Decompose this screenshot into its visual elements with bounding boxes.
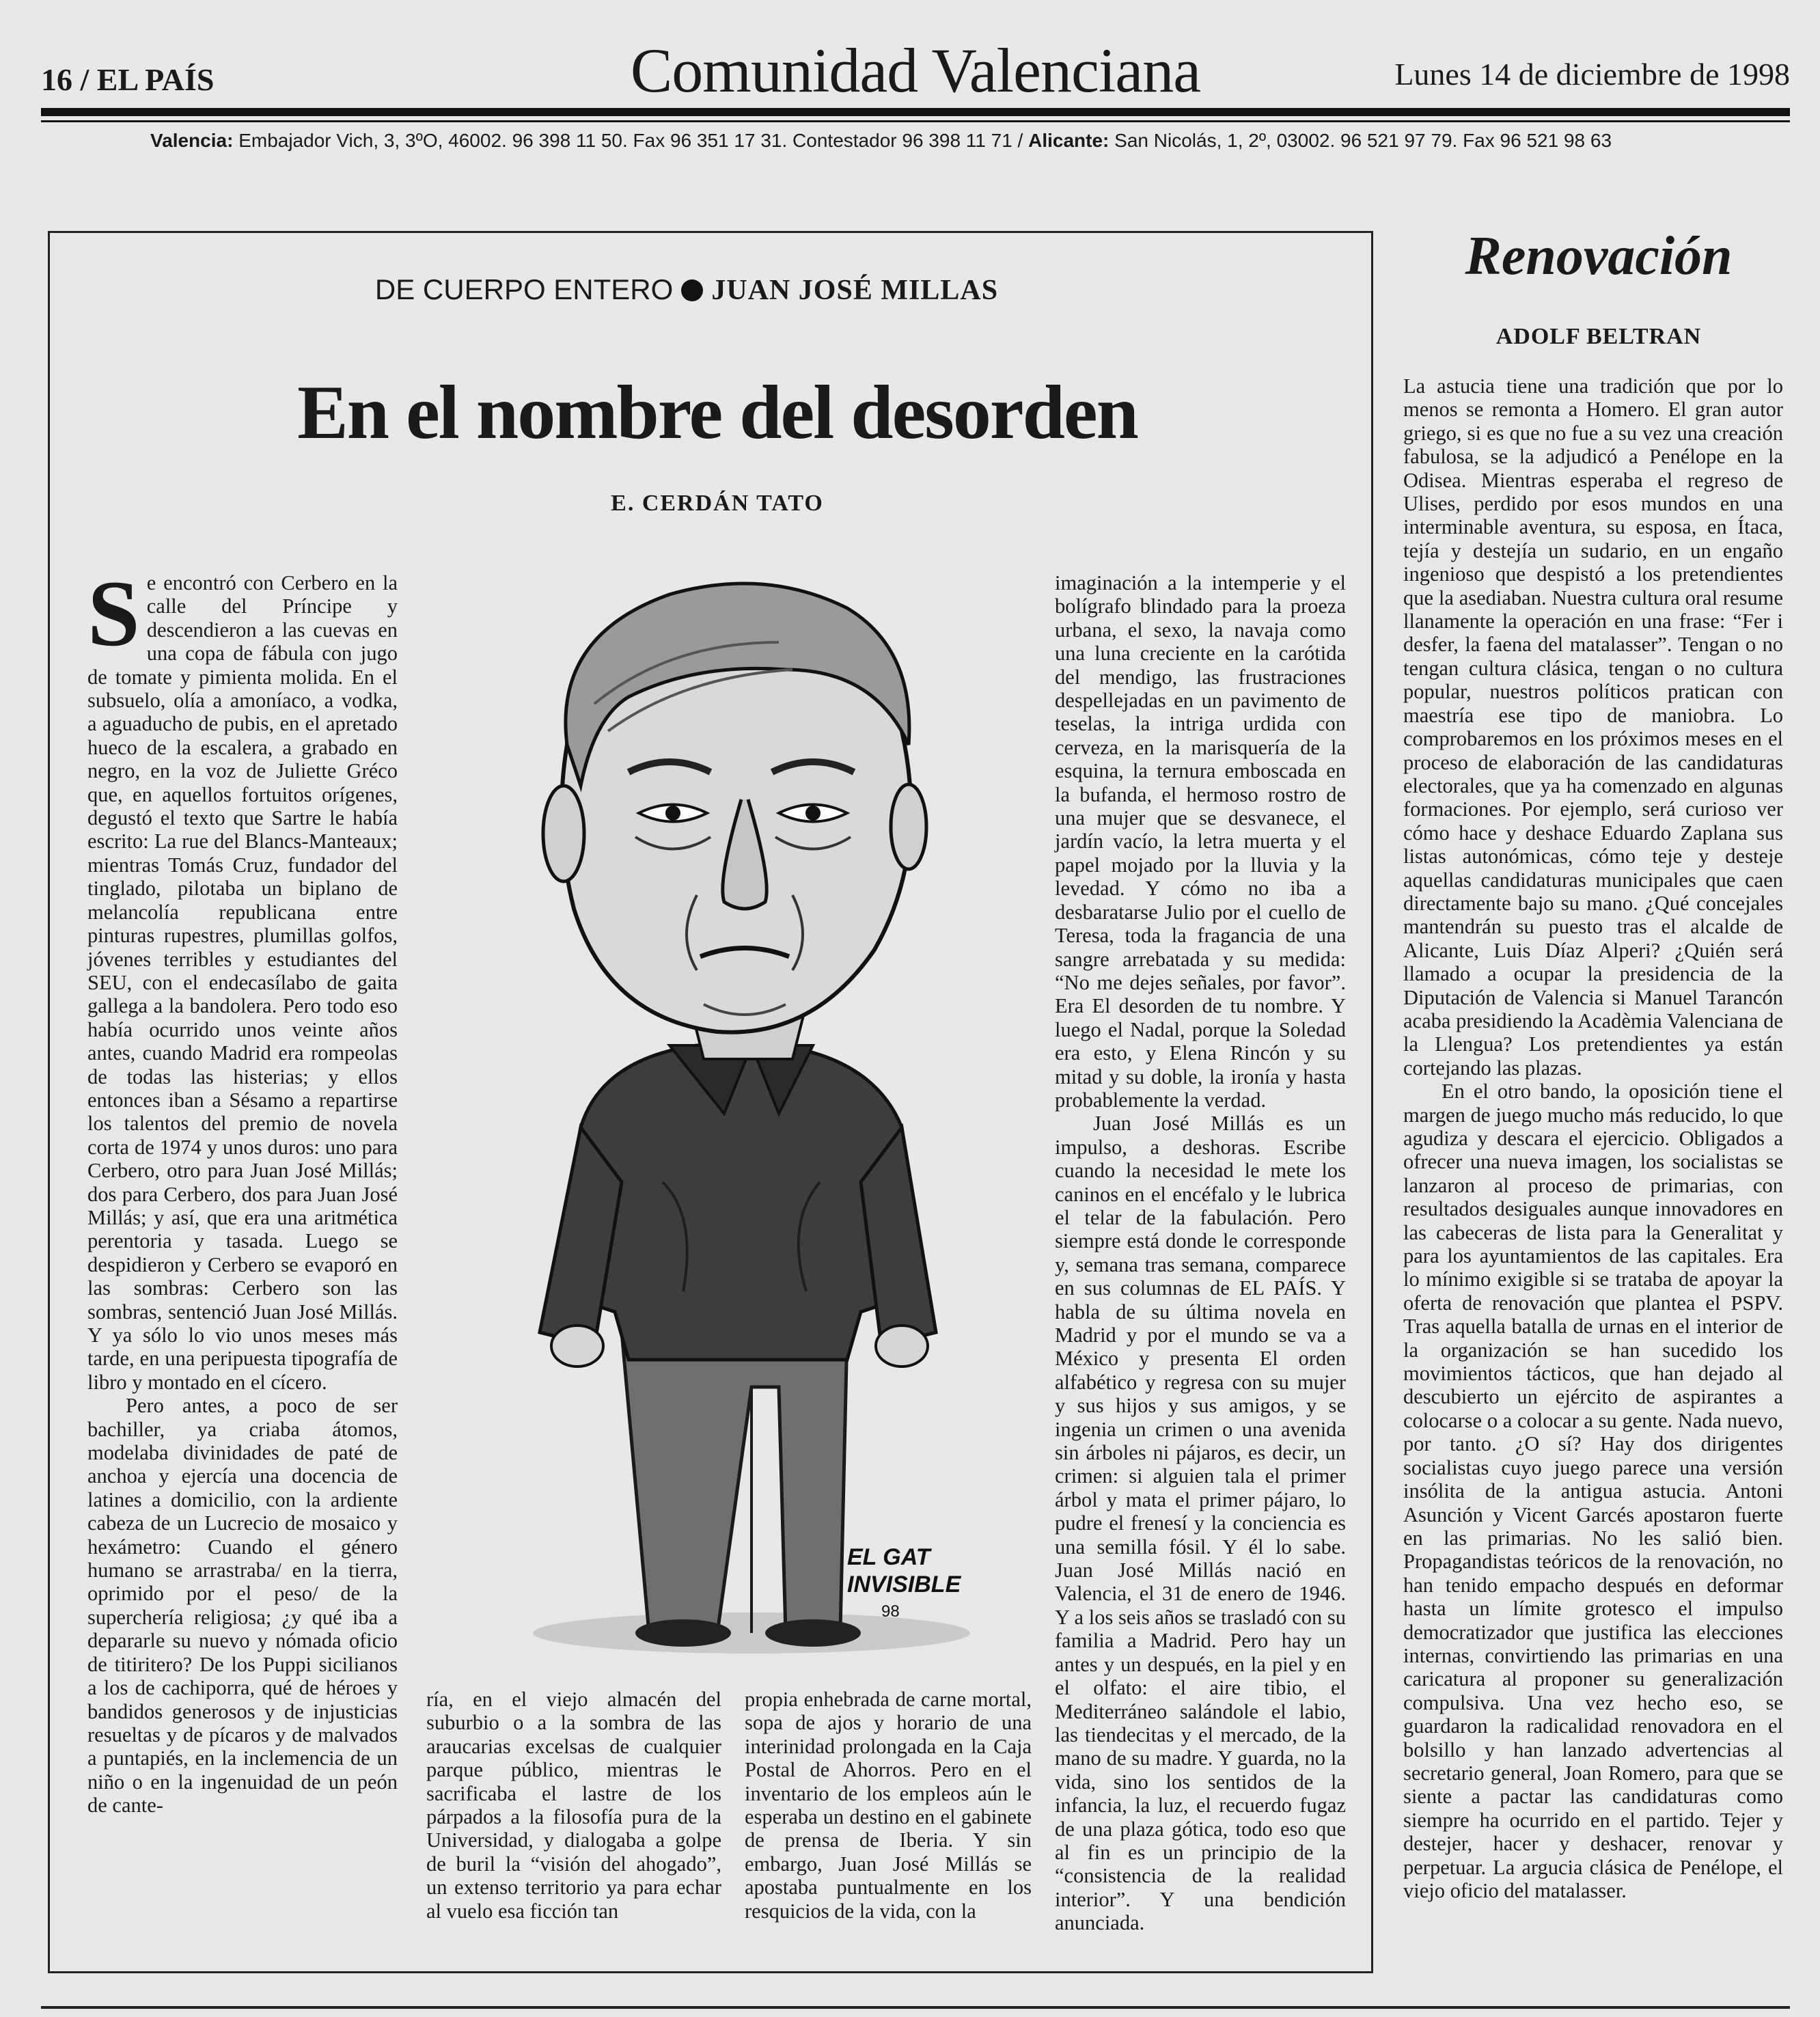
article-column-1 [87,561,398,1817]
issue-date: Lunes 14 de diciembre de 1998 [1394,57,1790,92]
page-number: 16 / EL PAÍS [41,62,215,97]
paragraph: La astucia tiene una tradición que por lo menos se remonta a Homero. El gran autor griego, si es que no fue a su vez una creación fabulosa, se la adjudicó a Penélope en la Odisea. Mientras esperaba el regreso de Ulises, perdido por esos mundos en una interminable aventura, su esposa, en Ítaca, tejía y destejía un sudario, en un engaño ingenioso que despistó a los pretendientes que la asediaban. Nuestra cultura oral resume llanamente la operación en una frase: “Fer i desfer, la faena del matalasser”. Tengan o no tengan cultura clásica, tengan o no cultura popular, nuestros políticos pratican con maestría ese tipo de maniobra. Lo comprobaremos en los próximos meses en el proceso de elaboración de las candidaturas electorales, que ya ha comenzado en algunas formaciones. Por ejemplo, será curioso ver cómo hace y deshace Eduardo Zaplana sus listas autonómicas, cómo teje y desteje aquellas candidaturas municipales que caen directamente bajo su mano. ¿Qué concejales mantendrán su puesto tras el alcalde de Alicante, Luis Díaz Alperi? ¿Quién será llamado a ocupar la presidencia de la Diputación de Valencia si Manuel Tarancón acaba presidiendo la Acadèmia Valenciana de la Llengua? Los pretendientes ya están cortejando las plazas. [1403,374,1783,1080]
masthead [41,27,1790,116]
article-column-4 [1055,571,1346,1935]
masthead-rule-thin [41,120,1790,122]
article-kicker [0,273,1373,307]
paragraph: Se encontró con Cerbero en la calle del Príncipe y descendieron a las cuevas en una copa de fábula con jugo de tomate y pimienta molida. En el subsuelo, olía a amoníaco, a vodka, a aguaducho de pubis, en el apretado hueco de la escalera, a grabado en negro, en la voz de Juliette Gréco que, en aquellos fortuitos orígenes, degustó el texto que Sartre le había escrito: La rue del Blancs-Manteaux; mientras Tomás Cruz, fundador del tinglado, pilotaba un biplano de melancolía republicana entre pinturas rupestres, plumillas golfos, jóvenes terribles y estudiantes del SEU, con el endecasílabo de gaita gallega a la bandolera. Pero todo eso había ocurrido unos veinte años antes, cuando Madrid era rompeolas de todas las histerias; y ellos entonces iban a Sésamo a repartirse los talentos del premio de novela corta de 1974 y unos duros: uno para Cerbero, otro para Juan José Millás; dos para Cerbero, dos para Juan José Millás; y así, que era una aritmética perentoria y tasada. Luego se despidieron y Cerbero se evaporó en las sombras: Cerbero son las sombras, sentenció Juan José Millás. Y ya sólo lo vio unos meses más tarde, en una peripuesta tipografía de libro y montado en el cícero. [87,561,398,1394]
contact-valencia-text: Embajador Vich, 3, 3ºO, 46002. 96 398 11 50. Fax 96 351 17 31. Contestador 96 398 11 71 / [238,130,1023,151]
paragraph: Pero antes, a poco de ser bachiller, ya criaba átomos, modelaba divinidades de paté de anchoa y ejercía una docencia de latines a domicilio, con la ardiente cabeza de un Lucrecio de mosaico y hexámetro: Cuando el género humano se arrastraba/ en la tierra, oprimido por el peso/ de la superchería religiosa; ¿y qué iba a depararle su nuevo y nómada oficio de titiritero? De los Puppi sicilianos a los de cachiporra, qué de héroes y bandidos generosos y de injusticias resueltas y de pícaros y de malvados a puntapiés, en la inclemencia de un niño o en la ingenuidad de un peón de cante- [87,1394,398,1817]
kicker-section: DE CUERPO ENTERO [374,273,674,305]
kicker-subject: JUAN JOSÉ MILLAS [711,275,999,306]
contact-valencia-label: Valencia: [150,130,234,151]
article-column-3 [745,1688,1032,1923]
artist-signature-year: 98 [881,1602,900,1621]
paragraph: Juan José Millás es un impulso, a deshoras. Escribe cuando la necesidad le mete los caninos en el encéfalo y le lubrica el telar de la fabulación. Pero siempre está donde le corresponde y, semana tras semana, comparece en sus columnas de EL PAÍS. Y habla de su última novela en Madrid y por el mundo se va a México y presenta El orden alfabético y regresa con su mujer y sus hijos y sus amigos, y se ingenia un crimen o una avenida sin árboles ni pájaros, es decir, un crimen: si alguien tala el primer árbol y mata el primer pájaro, lo pudre el frenesí y la conciencia es una semilla fósil. Y él lo sabe. Juan José Millás nació en Valencia, el 31 de enero de 1946. Y a los seis años se trasladó con su familia a Madrid. Pero hay un antes y un después, en la piel y en el olfato: el aire tibio, el Mediterráneo salándole el labio, las tiendecitas y el mercado, de la mano de su madre. Y guarda, no la vida, sino los sentidos de la infancia, la luz, el recuerdo fugaz de una plaza gótica, todo eso que al fin es un principio de la “consistencia de la realidad interior”. Y una bendición anunciada. [1055,1112,1346,1935]
paragraph: En el otro bando, la oposición tiene el margen de juego mucho más reducido, lo que agudiza y descara el ejercicio. Obligados a ofrecer una nueva imagen, los socialistas se lanzaron al proceso de primarias, con resultados desiguales aunque innovadores en las cabeceras de lista para la Generalitat y para los ayuntamientos de las capitales. Era lo mínimo exigible si se trataba de apoyar la oferta de renovación que plantea el PSPV. Tras aquella batalla de urnas en el interior de la organización se han sucedido los movimientos tácticos, que han dejado al descubierto un ejército de aspirantes a colocarse o a colocar a su gente. Nada nuevo, por tanto. ¿O sí? Hay dos dirigentes socialistas cuyo juego parece una versión insólita de la antigua astucia. Antoni Asunción y Vicent Garcés apostaron fuerte en las primarias. No les salió bien. Propagandistas teóricos de la renovación, no han tenido empacho después en deformar hasta un límite grotesco el impulso democratizador que justifica las elecciones internas, convirtiendo las primarias en una caricatura al proponer su generalización compulsiva. Una vez hecho eso, se guardaron la radicalidad renovadora en el bolsillo y han lanzado advertencias al secretario general, Joan Romero, para que se siente a pactar las candidaturas como siempre ha ocurrido en el partido. Tejer y destejer, hacer y deshacer, renovar y perpetuar. La argucia clásica de Penélope, el viejo oficio del matalasser. [1403,1080,1783,1902]
section-title: Comunidad Valenciana [630,36,1201,105]
masthead-rule-thick [41,108,1790,116]
contact-alicante-label: Alicante: [1028,130,1109,151]
contact-alicante-text: San Nicolás, 1, 2º, 03002. 96 521 97 79. Fax 96 521 98 63 [1114,130,1612,151]
paragraph: ría, en el viejo almacén del suburbio o a la sombra de las araucarias excelsas de cualquier parque público, mientras le sacrificaba el lastre de los párpados a la filosofía pura de la Universidad, y dialogaba a golpe de buril la “visión del ahogado”, un extenso territorio ya para echar al vuelo esa ficción tan [426,1688,721,1923]
bullet-icon [681,279,703,301]
caricature-illustration [492,567,970,1674]
article-column-2 [426,1688,721,1923]
artist-signature-line-2: INVISIBLE [847,1572,961,1597]
article-headline: En el nombre del desorden [297,370,1138,455]
sidebar-body [1403,374,1783,1902]
drop-cap: S [87,561,140,666]
artist-signature-line-1: EL GAT [847,1544,930,1570]
sidebar-title: Renovación [1465,226,1733,286]
contact-line [150,130,1612,152]
article-byline: E. CERDÁN TATO [611,491,824,516]
sidebar-byline: ADOLF BELTRAN [1495,324,1702,349]
bottom-rule [41,2006,1790,2009]
paragraph: propia enhebrada de carne mortal, sopa de ajos y horario de una interinidad prolongada en la Caja Postal de Ahorros. Pero en el inventario de los empleos aún le esperaba un destino en el gabinete de prensa de Iberia. Y sin embargo, Juan José Millás se apostaba puntualmente en los resquicios de la vida, con la [745,1688,1032,1923]
paragraph: imaginación a la intemperie y el bolígrafo blindado para la proeza urbana, el sexo, la navaja como una luna creciente en la carótida del mendigo, las frustraciones despellejadas en un pavimento de teselas, la intriga urdida con cerveza, en la marisquería de la esquina, la ternura emboscada en la bufanda, el hermoso rostro de una mujer que se desvanece, el jardín vacío, la letra muerta y el papel mojado por la lluvia y la levedad. Y cómo no iba a desbaratarse Julio por el cuello de Teresa, toda la fragancia de una sangre arrebatada y su medida: “No me dejes señales, por favor”. Era El desorden de tu nombre. Y luego el Nadal, porque la Soledad era esto, y Elena Rincón y su mitad y su doble, la ironía y hasta probablemente la verdad. [1055,571,1346,1112]
caricature-drawing [492,567,970,1674]
